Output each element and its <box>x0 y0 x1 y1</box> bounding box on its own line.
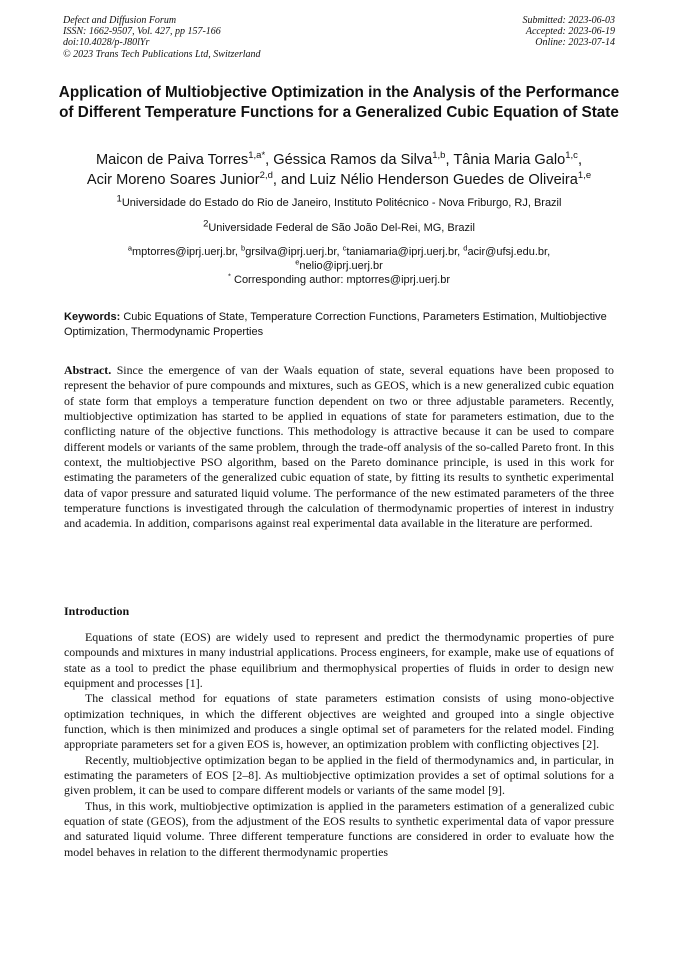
author-superscript: 1,a* <box>248 150 266 162</box>
paragraph: The classical method for equations of state parameters estimation consists of using mono-objective optimization techniques, in which the different objectives are weighted and grouped into a single objective function, which is then minimized and produces a single optimal set of parameters for the related model. Finding appropriate parameters set for a given EOS is, however, an optimization problem with conflicting objectives [2]. <box>64 691 614 752</box>
email-superscript: b <box>241 243 246 253</box>
author-superscript: 1,b <box>432 150 446 162</box>
affiliation-text: Universidade Federal de São João Del-Rei, MG, Brazil <box>208 222 475 234</box>
submitted-date: Submitted: 2023-06-03 <box>522 15 615 26</box>
email-address[interactable]: nelio@iprj.uerj.br <box>299 260 383 272</box>
corresponding-author: Corresponding author: mptorres@iprj.uerj.br <box>234 274 450 286</box>
author-superscript: 1,e <box>577 170 592 182</box>
affiliation-number: 2 <box>203 218 209 230</box>
keywords-block <box>64 310 614 340</box>
accepted-date: Accepted: 2023-06-19 <box>525 26 615 38</box>
paragraph: Thus, in this work, multiobjective optimization is applied in the parameters estimation of a generalized cubic equation of state (GEOS), from the adjustment of the EOS results to synthetic experimental data of vapor pressure and saturated liquid volume. Three different temperature functions are considered in order to evaluate how the model behaves in relation to the different thermodynamic properties <box>64 798 614 859</box>
keywords-text: Cubic Equations of State, Temperature Correction Functions, Parameters Estimation, Multiobjective Optimization, Thermodynamic Properties <box>64 311 607 338</box>
keywords-label: Keywords: <box>64 311 121 323</box>
author-name: Acir Moreno Soares Junior <box>86 172 260 188</box>
email-address[interactable]: grsilva@iprj.uerj.br <box>245 246 337 258</box>
corresponding-mark: * <box>228 271 231 281</box>
author-superscript: 2,d <box>259 170 273 182</box>
doi-line: doi:10.4028/p-J80lYr <box>63 37 150 49</box>
online-date: Online: 2023-07-14 <box>535 37 615 49</box>
email-address[interactable]: mptorres@iprj.uerj.br <box>132 246 235 258</box>
affiliation-number: 1 <box>116 193 122 205</box>
affiliation-2 <box>40 218 638 235</box>
dates-header <box>523 15 616 49</box>
email-address[interactable]: acir@ufsj.edu.br <box>467 246 548 258</box>
email-address[interactable]: taniamaria@iprj.uerj.br <box>346 246 458 258</box>
copyright-line: © 2023 Trans Tech Publications Ltd, Switzerland <box>63 48 261 60</box>
section-heading: Introduction <box>64 604 130 618</box>
email-superscript: e <box>295 257 300 267</box>
journal-header <box>63 15 261 60</box>
author-separator: , and <box>272 172 310 188</box>
author-separator: , <box>265 152 274 168</box>
email-superscript: c <box>342 243 347 253</box>
paper-title: Application of Multiobjective Optimization in the Analysis of the Performance of Different Temperature Functions for a Generalized Cubic Equation of State <box>58 84 620 121</box>
issn-line: ISSN: 1662-9507, Vol. 427, pp 157-166 <box>63 26 221 38</box>
affiliation-1 <box>40 193 638 210</box>
email-superscript: d <box>463 243 468 253</box>
author-superscript: 1,c <box>565 150 578 162</box>
author-separator: , <box>577 152 582 168</box>
journal-name: Defect and Diffusion Forum <box>63 15 177 26</box>
author-name: Luiz Nélio Henderson Guedes de Oliveira <box>309 172 578 188</box>
author-name: Maicon de Paiva Torres <box>96 152 249 168</box>
author-list <box>40 150 638 190</box>
abstract-text: Since the emergence of van der Waals equation of state, several equations have been proposed to represent the behavior of pure compounds and mixtures, such as GEOS, which is a new generalized cubic equation of state form that employs a temperature function dependent on two or three adjustable parameters. Recently, multiobjective optimization has started to be applied in equations of state for parameters estimation, due to the conflicting nature of the objective functions. This methodology is attractive because it can be used to compare different models or variants of the same problem, through the trade-off analysis of the so-called Pareto front. In this context, the multiobjective PSO algorithm, based on the Pareto dominance principle, is used in this work for estimating the parameters of the generalized cubic equation of state, by fitting its results to synthetic experimental data of vapor pressure and saturated liquid volume. The performance of the new estimated parameters of the three temperature functions is investigated through the calculation of thermodynamic properties of interest in industry and academia. In addition, comparisons against real experimental data available in the literature are performed. <box>64 363 614 531</box>
affiliation-text: Universidade do Estado do Rio de Janeiro, Instituto Politécnico - Nova Friburgo, RJ, Brazil <box>121 197 562 209</box>
email-block: $^a$mptorres@iprj.uerj.br, $^b$grsilva@iprj.uerj.br, $^c$taniamaria@iprj.uerj.br, $^d$acir@ufsj.edu.br, $^e$nelio@iprj.uerj.br * Corresponding author: mptorres@iprj.uerj.br <box>127 243 551 286</box>
email-superscript: a <box>127 243 133 253</box>
abstract-block <box>64 363 614 532</box>
author-name: Tânia Maria Galo <box>453 152 566 168</box>
introduction-body <box>64 630 614 860</box>
paragraph: Recently, multiobjective optimization began to be applied in the field of thermodynamics and, in particular, in estimating the parameters of EOS [2–8]. As multiobjective optimization provides a set of optimal solutions for a given problem, it can be used to compare different models or variants of the same model [9]. <box>64 752 614 798</box>
author-name: Géssica Ramos da Silva <box>273 152 433 168</box>
author-separator: , <box>445 152 454 168</box>
abstract-label: Abstract. <box>64 363 112 377</box>
paragraph: Equations of state (EOS) are widely used to represent and predict the thermodynamic properties of pure compounds and mixtures in many industrial applications. Process engineers, for example, make use of equations of state as a tool to predict the phase equilibrium and thermophysical properties of fluids in order to design new equipment and processes [1]. <box>64 630 614 691</box>
